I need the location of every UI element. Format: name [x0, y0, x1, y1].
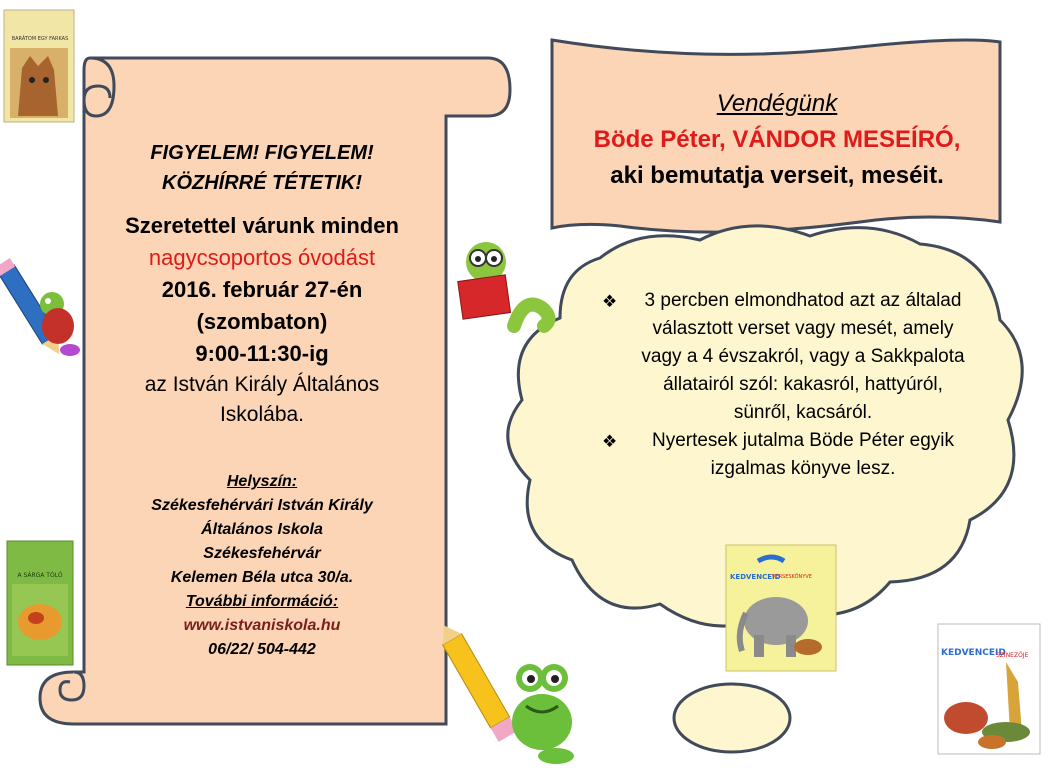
location-label: Helyszín:: [226, 473, 298, 490]
rule-text-2: Nyertesek jutalma Böde Péter egyik izgalmas könyve lesz.: [651, 430, 955, 479]
book-cover-wolf: [2, 8, 78, 128]
guest-description: aki bemutatja verseit, meséit.: [610, 162, 944, 189]
more-info-label: További információ:: [185, 593, 339, 610]
guest-name: Böde Péter, VÁNDOR MESEÍRÓ,: [593, 126, 961, 153]
diamond-bullet-icon: ❖: [602, 292, 618, 311]
frog-pencil-icon: [456, 626, 586, 772]
book-cover-animals: [724, 543, 838, 673]
invite-line-1: Szeretettel várunk minden: [125, 213, 399, 238]
book-title-green: A SÁRGA TÓLÓ: [17, 572, 63, 579]
school-line-2: Iskolába.: [219, 403, 305, 426]
book-title-center: KEDVENCEID: [730, 573, 781, 581]
book-cover-coloring: [936, 622, 1044, 756]
book-cover-green: [6, 540, 76, 668]
book-title-right: KEDVENCEID: [941, 648, 1006, 658]
phone-number: 06/22/ 504-442: [208, 641, 316, 658]
school-line-1: az István Király Általános: [144, 373, 380, 396]
rules-list: [602, 287, 974, 483]
event-day: (szombaton): [196, 309, 328, 334]
website-link[interactable]: www.istvaniskola.hu: [183, 617, 341, 634]
diamond-bullet-icon: ❖: [602, 432, 618, 451]
guest-intro: Vendégünk: [716, 90, 838, 117]
book-subtitle-center: VERSESKÖNYVE: [772, 574, 812, 580]
list-item: [602, 427, 974, 483]
pencil-bug-icon: [0, 250, 84, 362]
book-subtitle-right: SZÍNEZŐJE: [996, 652, 1029, 659]
rule-text-1: 3 percben elmondhatod azt az általad választott verset vagy mesét, amely vagy a 4 évszakról, vagy a Sakkpalota állatairól szól: kakasról, hattyúról, sünről, kacsáról.: [641, 290, 965, 423]
invite-line-2: nagycsoportos óvodást: [148, 245, 376, 270]
headline-line-1: FIGYELEM! FIGYELEM!: [150, 142, 374, 164]
event-date: 2016. február 27-én: [161, 277, 363, 302]
event-time: 9:00-11:30-ig: [195, 341, 329, 366]
location-line-2: Általános Iskola: [201, 521, 323, 538]
book-title-wolf: BARÁTOM EGY FARKAS: [11, 36, 69, 42]
bookworm-icon: [454, 236, 558, 332]
location-line-3: Székesfehérvár: [203, 545, 321, 562]
list-item: [602, 287, 974, 427]
address: Kelemen Béla utca 30/a.: [170, 569, 354, 586]
location-line-1: Székesfehérvári István Király: [151, 497, 373, 514]
headline-line-2: KÖZHÍRRÉ TÉTETIK!: [162, 172, 362, 194]
